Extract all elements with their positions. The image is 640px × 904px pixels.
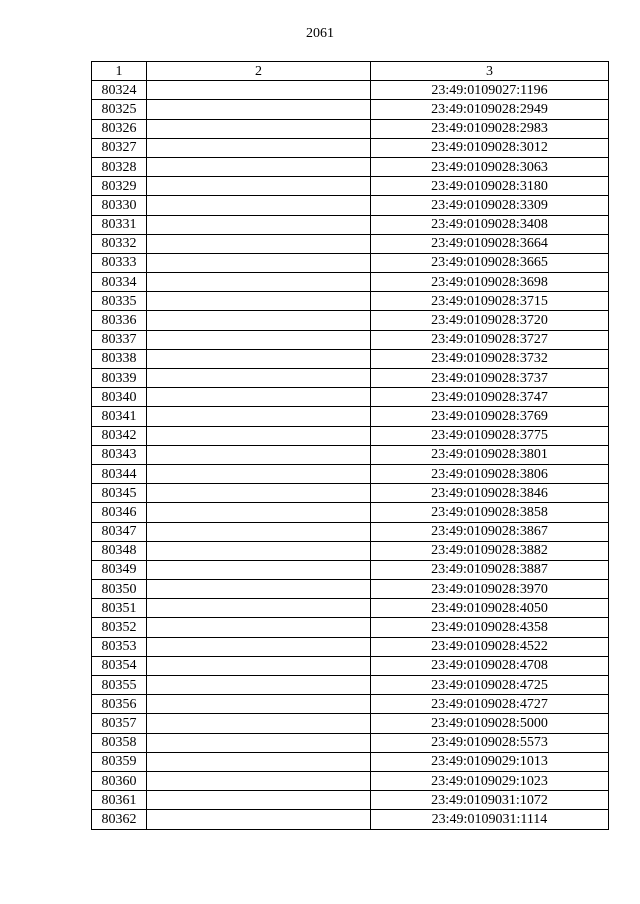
cadastral-number-cell: 23:49:0109028:4708 [371, 656, 609, 675]
table-row [92, 599, 609, 618]
table-row [92, 618, 609, 637]
table-row [92, 100, 609, 119]
cadastral-number-cell: 23:49:0109028:3180 [371, 177, 609, 196]
row-number-cell: 80359 [92, 752, 147, 771]
empty-cell [147, 771, 371, 790]
empty-cell [147, 676, 371, 695]
table-row [92, 676, 609, 695]
empty-cell [147, 695, 371, 714]
empty-cell [147, 196, 371, 215]
empty-cell [147, 464, 371, 483]
empty-cell [147, 273, 371, 292]
row-number-cell: 80327 [92, 138, 147, 157]
table-row [92, 196, 609, 215]
cadastral-number-cell: 23:49:0109028:3846 [371, 484, 609, 503]
table-row [92, 119, 609, 138]
row-number-cell: 80337 [92, 330, 147, 349]
cadastral-number-cell: 23:49:0109028:3806 [371, 464, 609, 483]
empty-cell [147, 791, 371, 810]
column-header-3: 3 [371, 62, 609, 81]
empty-cell [147, 100, 371, 119]
cadastral-number-cell: 23:49:0109028:3867 [371, 522, 609, 541]
table-row [92, 464, 609, 483]
table-row [92, 445, 609, 464]
empty-cell [147, 311, 371, 330]
empty-cell [147, 234, 371, 253]
cadastral-number-cell: 23:49:0109028:2949 [371, 100, 609, 119]
table-row [92, 695, 609, 714]
table-row [92, 791, 609, 810]
table-row [92, 522, 609, 541]
table-row [92, 733, 609, 752]
row-number-cell: 80335 [92, 292, 147, 311]
table-row [92, 407, 609, 426]
table-row [92, 369, 609, 388]
cadastral-number-cell: 23:49:0109028:3737 [371, 369, 609, 388]
table-header-row [92, 62, 609, 81]
table-row [92, 714, 609, 733]
cadastral-number-cell: 23:49:0109031:1072 [371, 791, 609, 810]
table-row [92, 349, 609, 368]
row-number-cell: 80362 [92, 810, 147, 829]
cadastral-number-cell: 23:49:0109028:3665 [371, 253, 609, 272]
cadastral-number-cell: 23:49:0109028:3775 [371, 426, 609, 445]
empty-cell [147, 752, 371, 771]
row-number-cell: 80334 [92, 273, 147, 292]
row-number-cell: 80324 [92, 81, 147, 100]
empty-cell [147, 330, 371, 349]
row-number-cell: 80360 [92, 771, 147, 790]
row-number-cell: 80336 [92, 311, 147, 330]
column-header-1: 1 [92, 62, 147, 81]
row-number-cell: 80351 [92, 599, 147, 618]
empty-cell [147, 215, 371, 234]
cadastral-number-cell: 23:49:0109029:1013 [371, 752, 609, 771]
cadastral-number-cell: 23:49:0109028:3720 [371, 311, 609, 330]
cadastral-number-cell: 23:49:0109028:3882 [371, 541, 609, 560]
table-row [92, 138, 609, 157]
cadastral-number-cell: 23:49:0109028:4725 [371, 676, 609, 695]
cadastral-number-cell: 23:49:0109028:3747 [371, 388, 609, 407]
page-number: 2061 [306, 26, 334, 41]
cadastral-number-cell: 23:49:0109028:4522 [371, 637, 609, 656]
row-number-cell: 80329 [92, 177, 147, 196]
empty-cell [147, 177, 371, 196]
empty-cell [147, 445, 371, 464]
row-number-cell: 80353 [92, 637, 147, 656]
cadastral-number-cell: 23:49:0109028:3732 [371, 349, 609, 368]
empty-cell [147, 388, 371, 407]
row-number-cell: 80338 [92, 349, 147, 368]
row-number-cell: 80341 [92, 407, 147, 426]
cadastral-number-cell: 23:49:0109028:3858 [371, 503, 609, 522]
table-row [92, 253, 609, 272]
cadastral-number-cell: 23:49:0109028:4727 [371, 695, 609, 714]
row-number-cell: 80328 [92, 157, 147, 176]
empty-cell [147, 733, 371, 752]
table-row [92, 234, 609, 253]
table-row [92, 503, 609, 522]
table-row [92, 215, 609, 234]
table-body [92, 81, 609, 829]
table-row [92, 81, 609, 100]
table-row [92, 330, 609, 349]
cadastral-number-cell: 23:49:0109028:4050 [371, 599, 609, 618]
row-number-cell: 80348 [92, 541, 147, 560]
empty-cell [147, 292, 371, 311]
empty-cell [147, 119, 371, 138]
cadastral-number-cell: 23:49:0109028:3063 [371, 157, 609, 176]
column-header-2: 2 [147, 62, 371, 81]
table-row [92, 541, 609, 560]
row-number-cell: 80347 [92, 522, 147, 541]
cadastral-number-cell: 23:49:0109029:1023 [371, 771, 609, 790]
empty-cell [147, 656, 371, 675]
cadastral-number-cell: 23:49:0109031:1114 [371, 810, 609, 829]
table-row [92, 637, 609, 656]
cadastral-number-cell: 23:49:0109028:5000 [371, 714, 609, 733]
row-number-cell: 80333 [92, 253, 147, 272]
cadastral-number-cell: 23:49:0109028:3408 [371, 215, 609, 234]
row-number-cell: 80357 [92, 714, 147, 733]
row-number-cell: 80345 [92, 484, 147, 503]
empty-cell [147, 349, 371, 368]
table-row [92, 311, 609, 330]
row-number-cell: 80331 [92, 215, 147, 234]
empty-cell [147, 637, 371, 656]
row-number-cell: 80325 [92, 100, 147, 119]
row-number-cell: 80330 [92, 196, 147, 215]
table-row [92, 273, 609, 292]
row-number-cell: 80342 [92, 426, 147, 445]
empty-cell [147, 810, 371, 829]
table-row [92, 771, 609, 790]
row-number-cell: 80343 [92, 445, 147, 464]
cadastral-number-cell: 23:49:0109028:4358 [371, 618, 609, 637]
cadastral-number-cell: 23:49:0109028:2983 [371, 119, 609, 138]
row-number-cell: 80355 [92, 676, 147, 695]
empty-cell [147, 253, 371, 272]
empty-cell [147, 580, 371, 599]
registry-table [91, 61, 609, 830]
empty-cell [147, 157, 371, 176]
row-number-cell: 80349 [92, 560, 147, 579]
empty-cell [147, 618, 371, 637]
table-row [92, 157, 609, 176]
row-number-cell: 80332 [92, 234, 147, 253]
table-row [92, 484, 609, 503]
empty-cell [147, 369, 371, 388]
cadastral-number-cell: 23:49:0109028:3698 [371, 273, 609, 292]
cadastral-number-cell: 23:49:0109028:3970 [371, 580, 609, 599]
table-row [92, 177, 609, 196]
empty-cell [147, 138, 371, 157]
row-number-cell: 80346 [92, 503, 147, 522]
empty-cell [147, 560, 371, 579]
table-row [92, 560, 609, 579]
row-number-cell: 80326 [92, 119, 147, 138]
empty-cell [147, 503, 371, 522]
empty-cell [147, 522, 371, 541]
empty-cell [147, 599, 371, 618]
row-number-cell: 80356 [92, 695, 147, 714]
row-number-cell: 80340 [92, 388, 147, 407]
row-number-cell: 80354 [92, 656, 147, 675]
empty-cell [147, 407, 371, 426]
row-number-cell: 80339 [92, 369, 147, 388]
cadastral-number-cell: 23:49:0109028:3309 [371, 196, 609, 215]
table-row [92, 388, 609, 407]
cadastral-number-cell: 23:49:0109028:3769 [371, 407, 609, 426]
empty-cell [147, 541, 371, 560]
table-row [92, 656, 609, 675]
cadastral-number-cell: 23:49:0109028:5573 [371, 733, 609, 752]
row-number-cell: 80352 [92, 618, 147, 637]
empty-cell [147, 484, 371, 503]
cadastral-number-cell: 23:49:0109028:3727 [371, 330, 609, 349]
table-row [92, 580, 609, 599]
empty-cell [147, 81, 371, 100]
cadastral-number-cell: 23:49:0109028:3887 [371, 560, 609, 579]
row-number-cell: 80358 [92, 733, 147, 752]
table-row [92, 426, 609, 445]
cadastral-number-cell: 23:49:0109028:3012 [371, 138, 609, 157]
cadastral-number-cell: 23:49:0109027:1196 [371, 81, 609, 100]
table-row [92, 752, 609, 771]
cadastral-number-cell: 23:49:0109028:3801 [371, 445, 609, 464]
cadastral-number-cell: 23:49:0109028:3664 [371, 234, 609, 253]
cadastral-number-cell: 23:49:0109028:3715 [371, 292, 609, 311]
empty-cell [147, 714, 371, 733]
table-row [92, 292, 609, 311]
table-row [92, 810, 609, 829]
row-number-cell: 80361 [92, 791, 147, 810]
row-number-cell: 80344 [92, 464, 147, 483]
empty-cell [147, 426, 371, 445]
row-number-cell: 80350 [92, 580, 147, 599]
